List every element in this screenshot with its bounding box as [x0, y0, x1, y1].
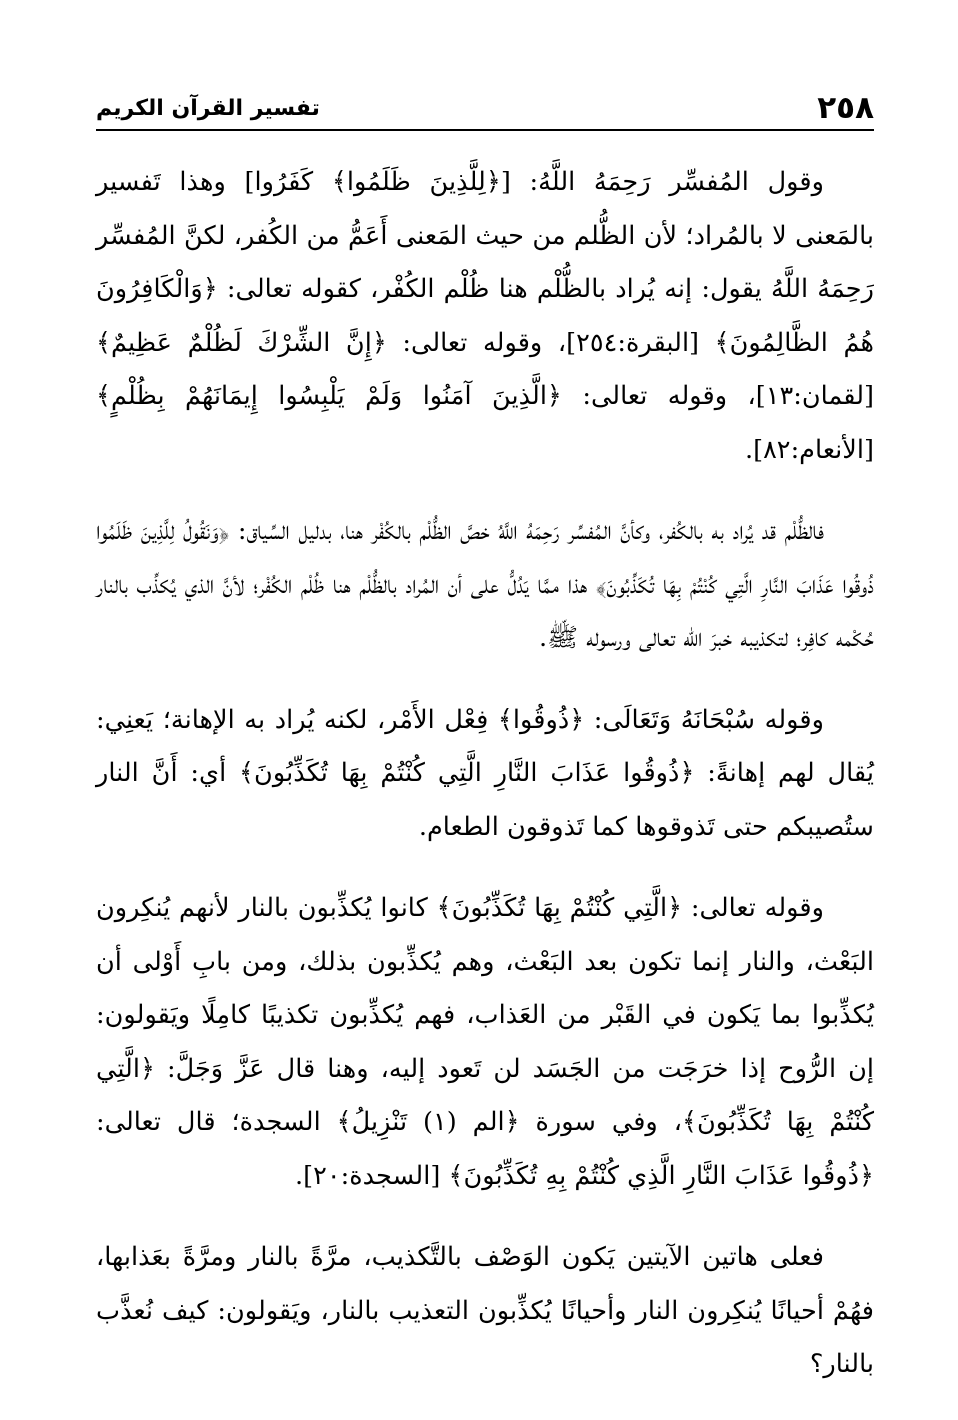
header-rule — [96, 129, 874, 131]
paragraph: فالظُّلْم قد يُراد به بالكُفر، وكأنَّ المُفسِّر رَحِمَهُ اللَّهُ خصَّ الظُّلْم بالكُفْر هنا، بدليل السِّياق: ﴿وَنَقُولُ لِلَّذِينَ ظَلَمُوا ذُوقُوا عَذَابَ النَّارِ الَّتِي كُنْتُمْ بِهَا تُكَذِّبُونَ﴾ هذا ممَّا يَدُلُّ على أن المُراد بالظُّلْم هنا ظُلْم الكُفْر؛ لأنَّ الذي يُكذِّب بالنار حُكْمه كافِر؛ لتكذيبه خبرَ الله تعالى ورسوله ﷺ. — [96, 516, 874, 653]
paragraph: وقول المُفسِّر رَحِمَهُ اللَّهُ: [﴿لِلَّذِينَ ظَلَمُوا﴾ كَفَرُوا] وهذا تَفسير بالمَعنى لا بالمُراد؛ لأن الظُّلم من حيث المَعنى أَعَمُّ من الكُفر، لكنَّ المُفسِّر رَحِمَهُ اللَّهُ يقول: إنه يُراد بالظُّلْم هنا ظُلْم الكُفْر، كقوله تعالى: ﴿وَالْكَافِرُونَ هُمُ الظَّالِمُونَ﴾ [البقرة:٢٥٤]، وقوله تعالى: ﴿إِنَّ الشِّرْكَ لَظُلْمٌ عَظِيمٌ﴾ [لقمان:١٣]، وقوله تعالى: ﴿الَّذِينَ آمَنُوا وَلَمْ يَلْبِسُوا إِيمَانَهُمْ بِظُلْمٍ﴾ [الأنعام:٨٢]. — [96, 167, 874, 465]
page-header — [96, 88, 874, 128]
body-text — [96, 156, 874, 1420]
paragraph: فعلى هاتين الآيتين يَكون الوَصْف بالتَّكذيب، مرَّةً بالنار ومرَّةً بعَذابها، فهُمْ أحيانًا يُنكِرون النار وأحيانًا يُكذِّبون التعذيب بالنار، ويَقولون: كيف نُعذَّب بالنار؟ — [96, 1242, 874, 1379]
page-number: ٢٥٨ — [817, 90, 874, 126]
paragraph: وقوله سُبْحَانَهُ وَتَعَالَى: ﴿ذُوقُوا﴾ فِعْل الأَمْر، لكنه يُراد به الإهانة؛ يَعنِي: يُقال لهم إهانةً: ﴿ذُوقُوا عَذَابَ النَّارِ الَّتِي كُنْتُمْ بِهَا تُكَذِّبُونَ﴾ أي: أَنَّ النار ستُصيبكم حتى تَذوقوها كما تَذوقون الطعام. — [96, 704, 874, 842]
paragraph: وقوله تعالى: ﴿الَّتِي كُنْتُمْ بِهَا تُكَذِّبُونَ﴾ كانوا يُكذِّبون بالنار لأنهم يُنكِرون البَعْث، والنار إنما تكون بعد البَعْث، وهم يُكذِّبون بذلك، ومن بابِ أَوْلى أن يُكذِّبوا بما يَكون في القَبْر من العَذاب، فهم يُكذِّبون تكذيبًا كامِلًا ويَقولون: إن الرُّوح إذا خرَجَت من الجَسَد لن تَعود إليه، وهنا قال عَزَّ وَجَلَّ: ﴿الَّتِي كُنْتُمْ بِهَا تُكَذِّبُونَ﴾، وفي سورة ﴿الم (١) تَنْزِيلُ﴾ السجدة؛ قال تعالى: ﴿ذُوقُوا عَذَابَ النَّارِ الَّذِي كُنْتُمْ بِهِ تُكَذِّبُونَ﴾ [السجدة:٢٠]. — [96, 893, 875, 1191]
running-title: تفسير القرآن الكريم — [96, 95, 320, 121]
